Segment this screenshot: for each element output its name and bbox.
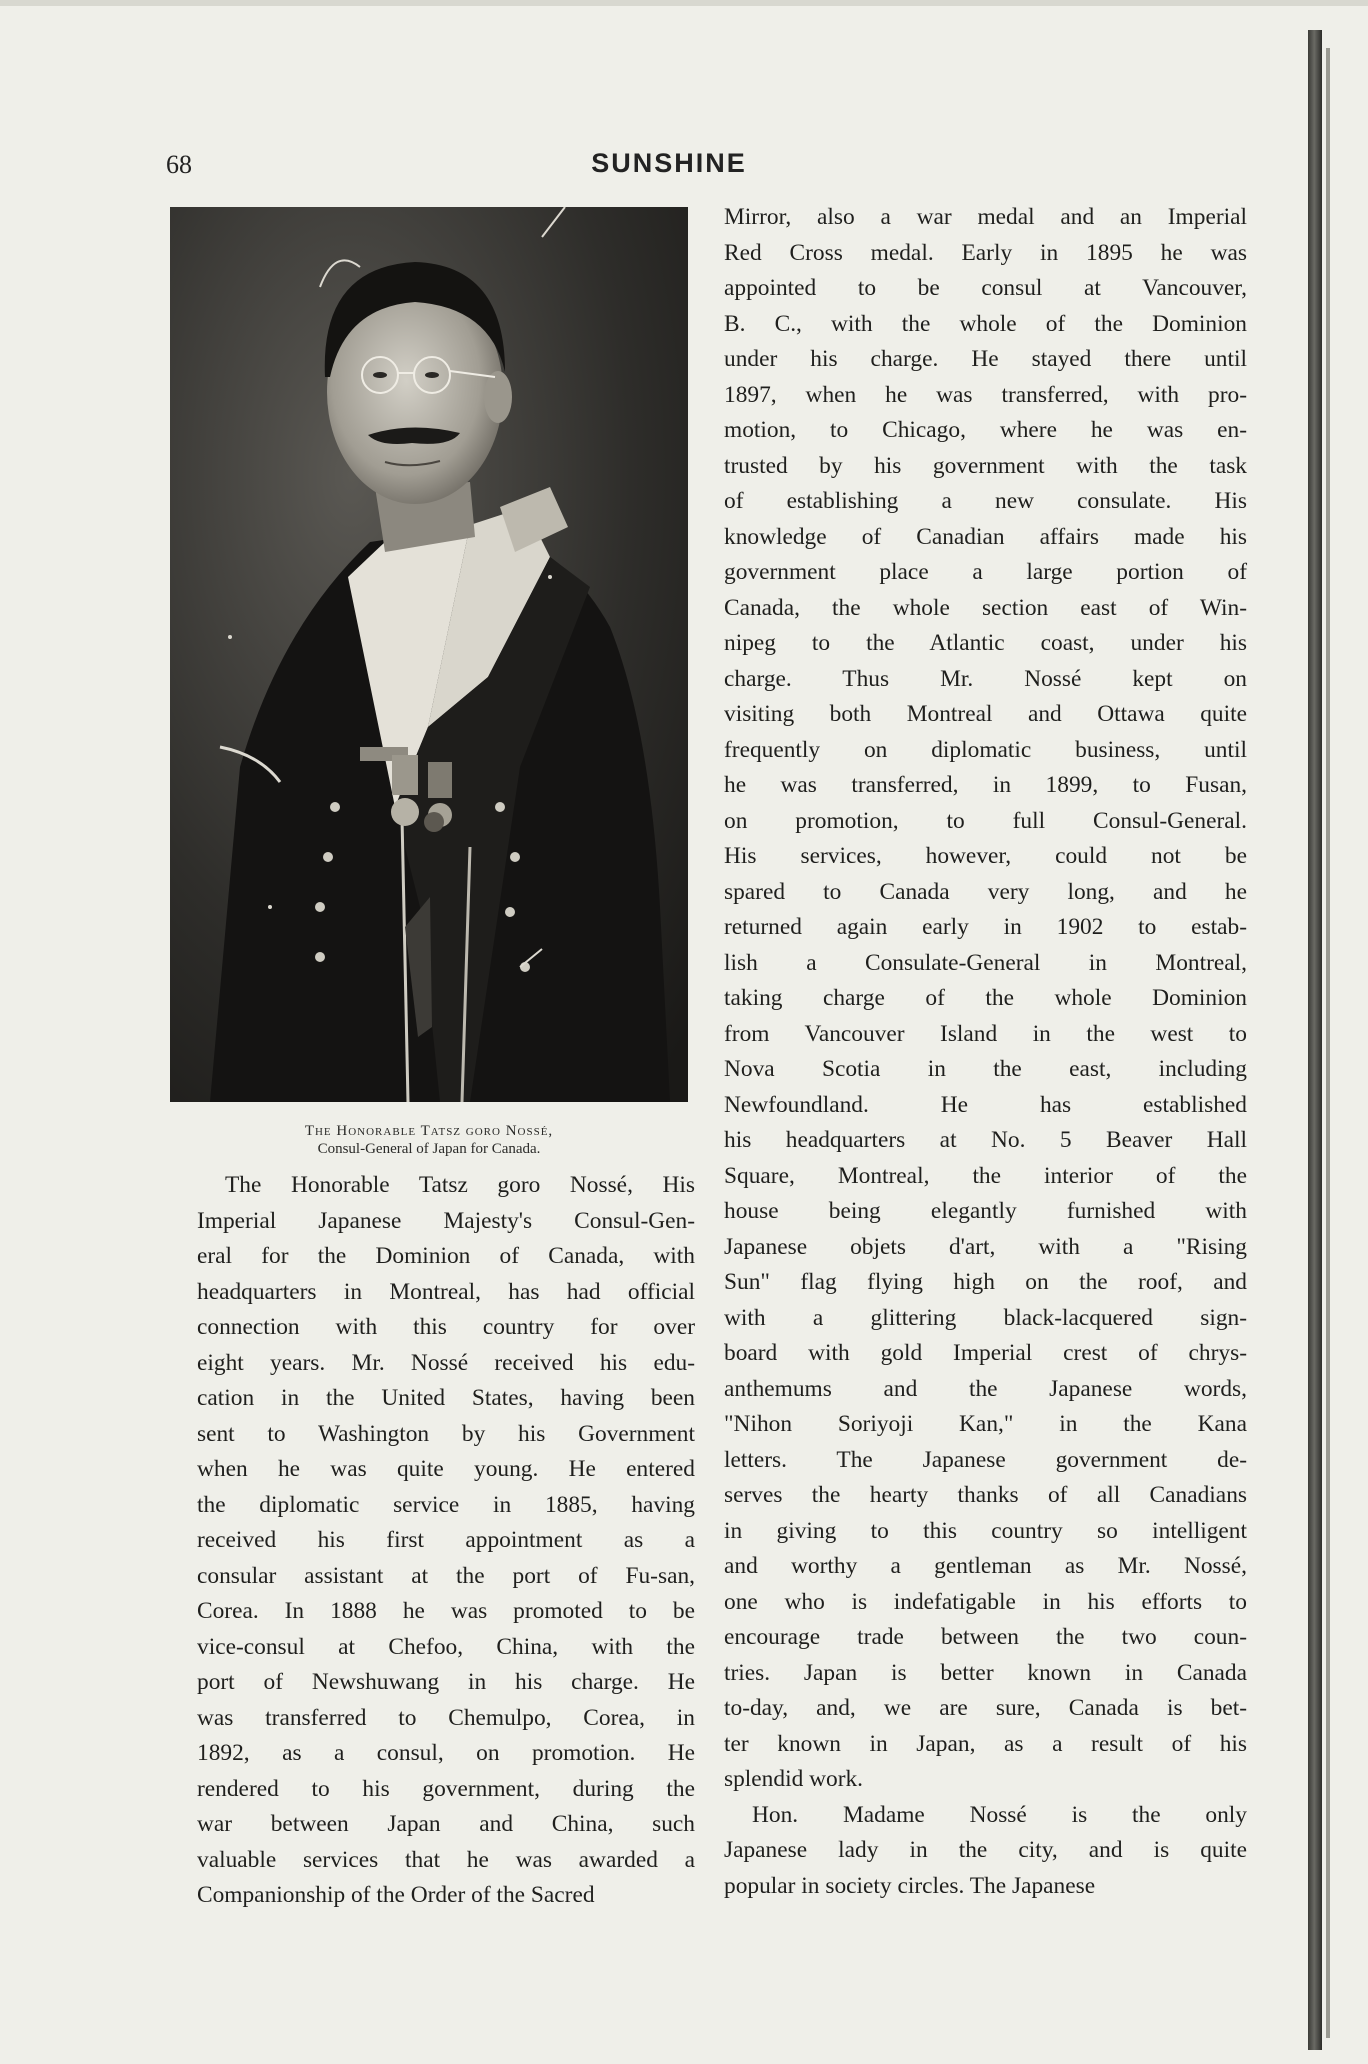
- text-line: serves the hearty thanks of all Canadians: [724, 1482, 1247, 1508]
- text-line: 1897, when he was transferred, with pro-: [724, 381, 1247, 408]
- text-line: appointed to be consul at Vancouver,: [724, 275, 1247, 301]
- text-line: the diplomatic service in 1885, having: [197, 1491, 695, 1518]
- portrait-photo: [170, 207, 688, 1102]
- text-line: Companionship of the Order of the Sacred: [197, 1882, 595, 1908]
- book-spine-edge: [1326, 48, 1330, 2038]
- photo-caption: [166, 1122, 692, 1158]
- text-line: tries. Japan is better known in Canada: [724, 1659, 1247, 1686]
- right-text-column: [724, 200, 1247, 1904]
- text-line: house being elegantly furnished with: [724, 1198, 1247, 1224]
- text-line: splendid work.: [724, 1766, 864, 1792]
- text-line: anthemums and the Japanese words,: [724, 1375, 1247, 1402]
- text-line: frequently on diplomatic business, until: [724, 736, 1247, 763]
- text-line: charge. Thus Mr. Nossé kept on: [724, 665, 1247, 692]
- text-line: cation in the United States, having been: [197, 1385, 695, 1411]
- text-line: His services, however, could not be: [724, 843, 1247, 869]
- text-line: Sun" flag flying high on the roof, and: [724, 1269, 1247, 1295]
- text-line: on promotion, to full Consul-General.: [724, 807, 1247, 834]
- text-line: ter known in Japan, as a result of his: [724, 1730, 1247, 1757]
- text-line: he was transferred, in 1899, to Fusan,: [724, 772, 1247, 798]
- text-line: Square, Montreal, the interior of the: [724, 1162, 1247, 1189]
- text-line: valuable services that he was awarded a: [197, 1846, 695, 1873]
- book-spine: [1308, 30, 1322, 2050]
- text-line: and worthy a gentleman as Mr. Nossé,: [724, 1553, 1247, 1579]
- text-line: Imperial Japanese Majesty's Consul-Gen-: [197, 1207, 695, 1234]
- text-line: in giving to this country so intelligent: [724, 1517, 1247, 1544]
- text-line: connection with this country for over: [197, 1314, 695, 1340]
- text-line: popular in society circles. The Japanese: [724, 1872, 1096, 1899]
- text-line: Corea. In 1888 he was promoted to be: [197, 1598, 695, 1624]
- text-line: from Vancouver Island in the west to: [724, 1020, 1247, 1047]
- text-line: B. C., with the whole of the Dominion: [724, 310, 1247, 337]
- text-line: eight years. Mr. Nossé received his edu-: [197, 1349, 695, 1376]
- text-line: of establishing a new consulate. His: [724, 488, 1247, 514]
- text-line: port of Newshuwang in his charge. He: [197, 1669, 695, 1695]
- page-top-edge: [0, 0, 1368, 6]
- text-line: 1892, as a consul, on promotion. He: [197, 1740, 695, 1766]
- caption-line-title: Consul-General of Japan for Canada.: [317, 1141, 541, 1157]
- text-line: with a glittering black-lacquered sign-: [724, 1304, 1247, 1331]
- text-line: Red Cross medal. Early in 1895 he was: [724, 239, 1247, 266]
- caption-line-name: The Honorable Tatsz goro Nossé,: [304, 1123, 554, 1139]
- text-line: letters. The Japanese government de-: [724, 1446, 1247, 1473]
- text-line: spared to Canada very long, and he: [724, 878, 1247, 905]
- text-line: headquarters in Montreal, has had official: [197, 1278, 695, 1305]
- text-line: received his first appointment as a: [197, 1527, 695, 1553]
- text-line: Nova Scotia in the east, including: [724, 1056, 1247, 1082]
- text-line: knowledge of Canadian affairs made his: [724, 523, 1247, 550]
- text-line: when he was quite young. He entered: [197, 1456, 695, 1482]
- text-line: encourage trade between the two coun-: [724, 1624, 1247, 1650]
- text-line: was transferred to Chemulpo, Corea, in: [197, 1704, 695, 1731]
- text-line: visiting both Montreal and Ottawa quite: [724, 701, 1247, 727]
- portrait-illustration: [170, 207, 688, 1102]
- text-line: rendered to his government, during the: [197, 1775, 695, 1802]
- text-line: The Honorable Tatsz goro Nossé, His: [225, 1172, 695, 1198]
- text-line: Hon. Madame Nossé is the only: [752, 1801, 1247, 1828]
- text-line: sent to Washington by his Government: [197, 1420, 695, 1447]
- text-line: motion, to Chicago, where he was en-: [724, 417, 1247, 443]
- text-line: under his charge. He stayed there until: [724, 346, 1247, 372]
- text-line: lish a Consulate-General in Montreal,: [724, 949, 1247, 976]
- text-line: nipeg to the Atlantic coast, under his: [724, 630, 1247, 656]
- text-line: one who is indefatigable in his efforts to: [724, 1588, 1247, 1615]
- left-text-column: [197, 1168, 695, 1914]
- text-line: his headquarters at No. 5 Beaver Hall: [724, 1127, 1247, 1153]
- text-line: vice-consul at Chefoo, China, with the: [197, 1633, 695, 1660]
- text-line: "Nihon Soriyoji Kan," in the Kana: [724, 1411, 1247, 1437]
- text-line: Japanese lady in the city, and is quite: [724, 1837, 1247, 1863]
- text-line: to-day, and, we are sure, Canada is bet-: [724, 1695, 1247, 1721]
- text-line: eral for the Dominion of Canada, with: [197, 1243, 695, 1269]
- text-line: Newfoundland. He has established: [724, 1091, 1247, 1118]
- text-line: board with gold Imperial crest of chrys-: [724, 1340, 1247, 1366]
- text-line: Japanese objets d'art, with a "Rising: [724, 1233, 1247, 1260]
- text-line: government place a large portion of: [724, 559, 1247, 585]
- text-line: consular assistant at the port of Fu-san,: [197, 1562, 695, 1589]
- running-head: SUNSHINE: [591, 148, 747, 178]
- page-number: 68: [166, 150, 192, 179]
- text-line: taking charge of the whole Dominion: [724, 985, 1247, 1011]
- text-line: Canada, the whole section east of Win-: [724, 594, 1247, 621]
- text-line: returned again early in 1902 to estab-: [724, 914, 1247, 940]
- text-line: war between Japan and China, such: [197, 1811, 695, 1837]
- text-line: trusted by his government with the task: [724, 452, 1247, 479]
- text-line: Mirror, also a war medal and an Imperial: [724, 204, 1247, 230]
